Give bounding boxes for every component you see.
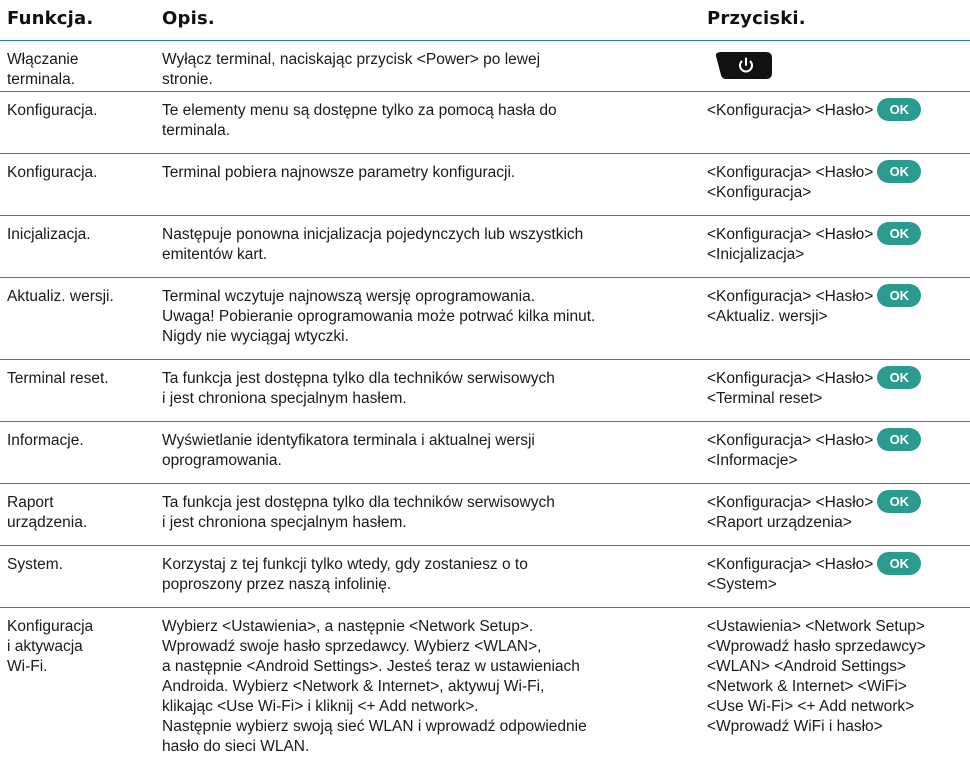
buttons-cell xyxy=(707,101,969,121)
table-row xyxy=(0,608,970,756)
ok-button-icon: OK xyxy=(877,490,921,513)
table-row xyxy=(0,360,970,422)
buttons-cell xyxy=(707,493,969,533)
key-sequence-extra: <Inicjalizacja> xyxy=(707,246,805,264)
table-header xyxy=(0,0,970,41)
description-cell: Terminal wczytuje najnowszą wersję oprogramowania. Uwaga! Pobieranie oprogramowania może potrwać kilka minut. Nigdy nie wyciągaj wtyczki. xyxy=(162,288,596,345)
key-sequence-extra: <Konfiguracja> xyxy=(707,184,812,202)
key-sequence: <Konfiguracja> <Hasło> xyxy=(707,432,874,450)
buttons-cell xyxy=(707,225,969,265)
description-cell: Wybierz <Ustawienia>, a następnie <Network Setup>. Wprowadź swoje hasło sprzedawcy. Wybierz <WLAN>, a następnie <Android Settings>. Jesteś teraz w ustawieniach Androida. Wybierz <Network & Internet>, aktywuj Wi-Fi, klikając <Use Wi-Fi> i kliknij <+ Add network>. Następnie wybierz swoją sieć WLAN i wprowadź odpowiednie hasło do sieci WLAN. xyxy=(162,618,587,755)
table-row xyxy=(0,154,970,216)
ok-button-icon: OK xyxy=(877,366,921,389)
description-cell: Ta funkcja jest dostępna tylko dla techników serwisowych i jest chroniona specjalnym hasłem. xyxy=(162,494,555,531)
table-row xyxy=(0,546,970,608)
function-cell: Raport urządzenia. xyxy=(7,494,88,531)
key-sequence-extra: <Raport urządzenia> xyxy=(707,514,852,532)
ok-button-icon: OK xyxy=(877,98,921,121)
table-row xyxy=(0,484,970,546)
ok-button-icon: OK xyxy=(877,428,921,451)
description-cell: Ta funkcja jest dostępna tylko dla techników serwisowych i jest chroniona specjalnym hasłem. xyxy=(162,370,555,407)
description-cell: Terminal pobiera najnowsze parametry konfiguracji. xyxy=(162,164,516,181)
key-sequence-extra: <System> xyxy=(707,576,777,594)
table-row xyxy=(0,278,970,360)
table-row xyxy=(0,92,970,154)
key-sequence: <Konfiguracja> <Hasło> xyxy=(707,494,874,512)
buttons-cell xyxy=(707,555,969,595)
buttons-cell xyxy=(707,369,969,409)
function-cell: Inicjalizacja. xyxy=(7,226,91,243)
ok-button-icon: OK xyxy=(877,222,921,245)
function-cell: System. xyxy=(7,556,63,573)
key-sequence: <Konfiguracja> <Hasło> xyxy=(707,556,874,574)
description-cell: Następuje ponowna inicjalizacja pojedynczych lub wszystkich emitentów kart. xyxy=(162,226,584,263)
table-row xyxy=(0,422,970,484)
key-sequence: <Konfiguracja> <Hasło> xyxy=(707,164,874,182)
power-button-icon xyxy=(716,52,772,79)
function-cell: Informacje. xyxy=(7,432,84,449)
table-row xyxy=(0,41,970,92)
description-cell: Te elementy menu są dostępne tylko za pomocą hasła do terminala. xyxy=(162,102,557,139)
header-description: Opis. xyxy=(162,8,215,29)
function-cell: Aktualiz. wersji. xyxy=(7,288,114,305)
buttons-cell xyxy=(707,163,969,203)
function-cell: Włączanie terminala. xyxy=(7,51,79,88)
function-cell: Konfiguracja. xyxy=(7,164,98,181)
key-sequence: <Konfiguracja> <Hasło> xyxy=(707,226,874,244)
buttons-cell xyxy=(707,287,969,327)
table-row xyxy=(0,216,970,278)
function-cell: Konfiguracja i aktywacja Wi-Fi. xyxy=(7,618,94,675)
ok-button-icon: OK xyxy=(877,160,921,183)
description-cell: Korzystaj z tej funkcji tylko wtedy, gdy zostaniesz o to poproszony przez naszą infolinię. xyxy=(162,556,528,593)
description-cell: Wyświetlanie identyfikatora terminala i aktualnej wersji oprogramowania. xyxy=(162,432,535,469)
key-sequence: <Konfiguracja> <Hasło> xyxy=(707,102,874,120)
key-sequence: <Konfiguracja> <Hasło> xyxy=(707,370,874,388)
description-cell: Wyłącz terminal, naciskając przycisk <Power> po lewej stronie. xyxy=(162,51,541,88)
key-sequence-extra: <Aktualiz. wersji> xyxy=(707,308,828,326)
ok-button-icon: OK xyxy=(877,284,921,307)
function-cell: Konfiguracja. xyxy=(7,102,98,119)
buttons-cell xyxy=(707,431,969,471)
function-cell: Terminal reset. xyxy=(7,370,109,387)
ok-button-icon: OK xyxy=(877,552,921,575)
header-function: Funkcja. xyxy=(7,8,94,29)
key-sequence-extra: <Informacje> xyxy=(707,452,798,470)
key-sequence-extra: <Terminal reset> xyxy=(707,390,823,408)
header-buttons: Przyciski. xyxy=(707,8,806,29)
buttons-cell: <Ustawienia> <Network Setup> <Wprowadź hasło sprzedawcy> <WLAN> <Android Settings> <Network & Internet> <WiFi> <Use Wi-Fi> <+ Add network> <Wprowadź WiFi i hasło> xyxy=(707,618,926,735)
key-sequence: <Konfiguracja> <Hasło> xyxy=(707,288,874,306)
